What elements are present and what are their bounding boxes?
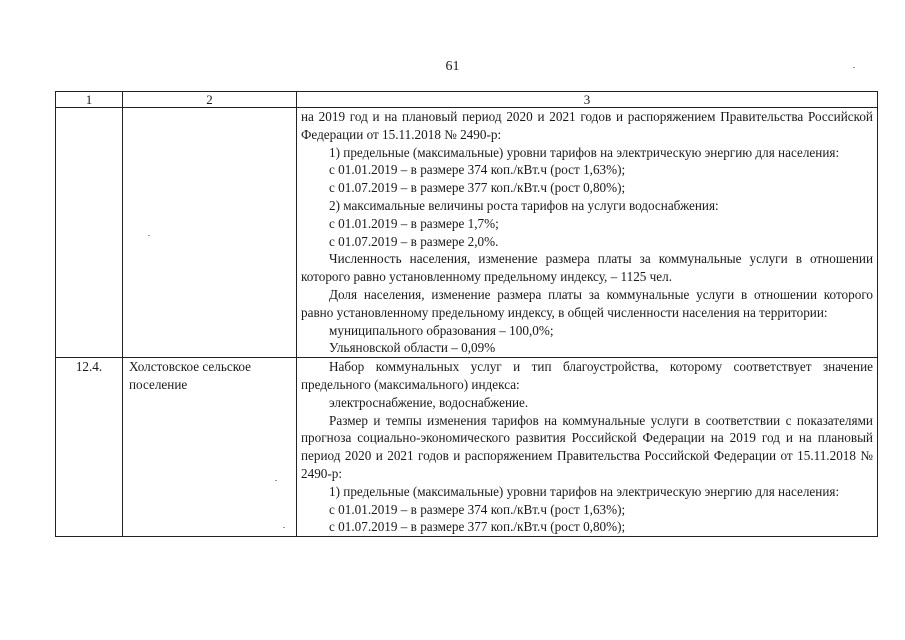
content-paragraph: 1) предельные (максимальные) уровни тарифов на электрическую энергию для населения: (329, 144, 840, 160)
column-header-1: 1 (56, 92, 123, 108)
row-number-cell (56, 108, 123, 358)
table-row (56, 108, 878, 358)
content-line: с 01.07.2019 – в размере 377 коп./кВт.ч (рост 0,80%); (329, 180, 626, 196)
content-line: с 01.01.2019 – в размере 374 коп./кВт.ч (рост 1,63%); (329, 162, 626, 178)
content-paragraph: Доля населения, изменение размера платы за коммунальные услуги в отношении которого равно установленному предельному индексу, в общей численности населения на территории: (301, 286, 873, 320)
row-content-cell (297, 108, 878, 358)
content-paragraph: Набор коммунальных услуг и тип благоустройства, которому соответствует значение предельного (максимального) индекса: (301, 359, 873, 392)
scan-speck (283, 527, 285, 528)
row-name-cell (123, 108, 297, 358)
row-name-cell: Холстовское сельское поселение (123, 358, 297, 537)
table-row (56, 358, 878, 537)
content-paragraph: на 2019 год и на плановый период 2020 и 2021 годов и распоряжением Правительства Российской Федерации от 15.11.2018 № 2490-р: (301, 109, 873, 142)
scan-speck (148, 235, 150, 236)
content-line: электроснабжение, водоснабжение. (329, 394, 529, 410)
scan-speck (853, 67, 855, 68)
column-header-2: 2 (123, 92, 297, 108)
page-number: 61 (445, 59, 460, 74)
table-header (56, 92, 878, 108)
content-line: с 01.07.2019 – в размере 2,0%. (329, 233, 499, 249)
header-row (56, 92, 878, 108)
content-line: с 01.01.2019 – в размере 1,7%; (329, 215, 499, 231)
table-body (56, 108, 878, 537)
content-line: Ульяновской области – 0,09% (329, 340, 496, 356)
document-table (55, 91, 878, 537)
content-paragraph: 1) предельные (максимальные) уровни тарифов на электрическую энергию для населения: (329, 483, 840, 499)
content-line: с 01.07.2019 – в размере 377 коп./кВт.ч (рост 0,80%); (329, 519, 626, 535)
scan-speck (275, 480, 277, 481)
row-content-cell (297, 358, 878, 537)
content-paragraph: Размер и темпы изменения тарифов на коммунальные услуги в соответствии с показателями прогноза социально-экономического развития Российской Федерации на 2019 год и на плановый период 2020 и 2021 годов и распоряжением Правительства Российской Федерации от 15.11.2018 № 2490-р: (301, 412, 873, 481)
content-line: 2) максимальные величины роста тарифов на услуги водоснабжения: (329, 197, 719, 213)
content-line: с 01.01.2019 – в размере 374 коп./кВт.ч (рост 1,63%); (329, 501, 626, 517)
row-number-cell: 12.4. (56, 358, 123, 537)
column-header-3: 3 (297, 92, 878, 108)
content-paragraph: Численность населения, изменение размера платы за коммунальные услуги в отношении которого равно установленному предельному индексу, – 1125 чел. (301, 251, 873, 285)
content-line: муниципального образования – 100,0%; (329, 322, 554, 338)
